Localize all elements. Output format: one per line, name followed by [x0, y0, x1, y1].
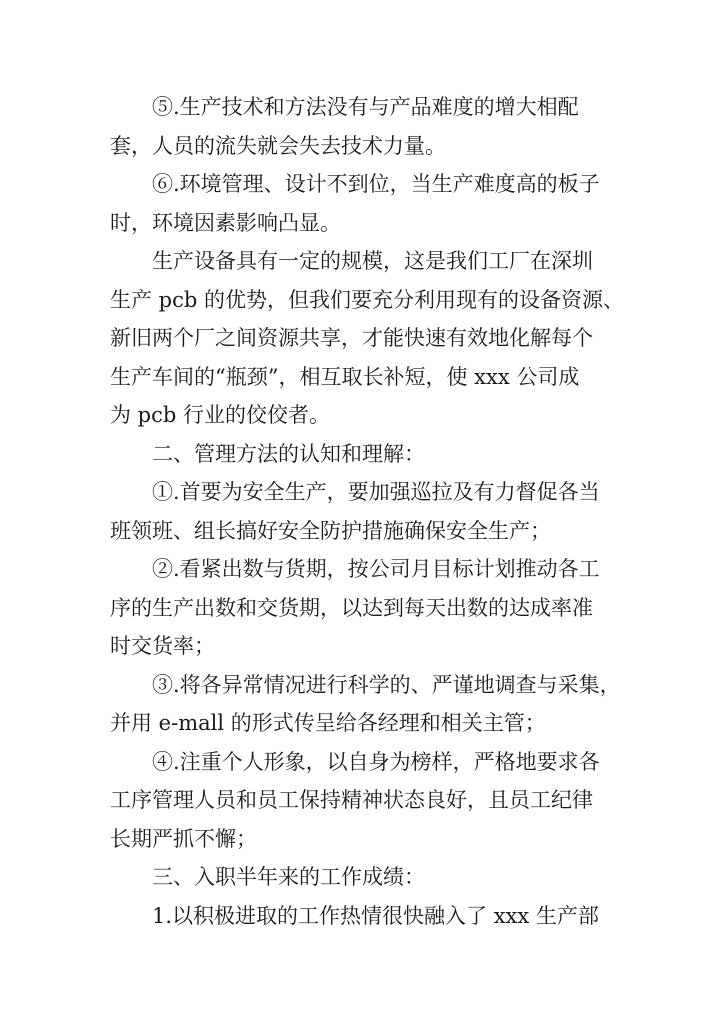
- paragraph-item-1: [110, 473, 615, 550]
- section-heading-3: [110, 858, 615, 897]
- paragraph-item-4: [110, 743, 615, 859]
- paragraph-item-2: [110, 550, 615, 666]
- paragraph-item-6: [110, 165, 615, 242]
- section-heading-2: [110, 435, 615, 474]
- paragraph-item-3: [110, 666, 621, 743]
- heading-line: 三、入职半年来的工作成绩：: [152, 865, 425, 889]
- text-line: ②.看紧出数与货期，按公司月目标计划推动各工: [152, 557, 600, 581]
- text-line: 并用 e-mall 的形式传呈给各经理和相关主管；: [110, 711, 546, 735]
- text-line: 时交货率；: [110, 634, 215, 658]
- paragraph-item-5: [110, 88, 615, 165]
- text-line: 生产设备具有一定的规模，这是我们工厂在深圳: [152, 249, 593, 273]
- paragraph-achievement-1: [110, 897, 615, 936]
- text-line: 新旧两个厂之间资源共享，才能快速有效地化解每个: [110, 326, 593, 350]
- text-line: 班领班、组长搞好安全防护措施确保安全生产；: [110, 518, 551, 543]
- text-line: ④.注重个人形象，以自身为榜样，严格地要求各: [152, 749, 600, 774]
- text-line: 长期严抓不懈；: [110, 826, 257, 851]
- paragraph-equipment: [110, 242, 624, 435]
- text-line: 为 pcb 行业的佼佼者。: [110, 403, 330, 427]
- text-line: 时，环境因素影响凸显。: [110, 210, 341, 235]
- document-body: [110, 88, 624, 935]
- text-line: ⑥.环境管理、设计不到位，当生产难度高的板子: [152, 172, 600, 196]
- text-line: 工序管理人员和员工保持精神状态良好，且员工纪律: [110, 788, 593, 812]
- text-line: 序的生产出数和交货期，以达到每天出数的达成率准: [110, 595, 593, 620]
- text-line: 生产 pcb 的优势，但我们要充分利用现有的设备资源、: [110, 287, 624, 312]
- text-line: ①.首要为安全生产，要加强巡拉及有力督促各当: [152, 480, 600, 504]
- text-line: 1.以积极进取的工作热情很快融入了 xxx 生产部: [152, 903, 599, 928]
- text-line: 套，人员的流失就会失去技术力量。: [110, 133, 446, 158]
- heading-line: 二、管理方法的认知和理解：: [152, 441, 425, 466]
- text-line: 生产车间的“瓶颈”，相互取长补短，使 xxx 公司成: [110, 364, 580, 389]
- text-line: ⑤.生产技术和方法没有与产品难度的增大相配: [152, 95, 579, 119]
- text-line: ③.将各异常情况进行科学的、严谨地调查与采集，: [152, 672, 621, 697]
